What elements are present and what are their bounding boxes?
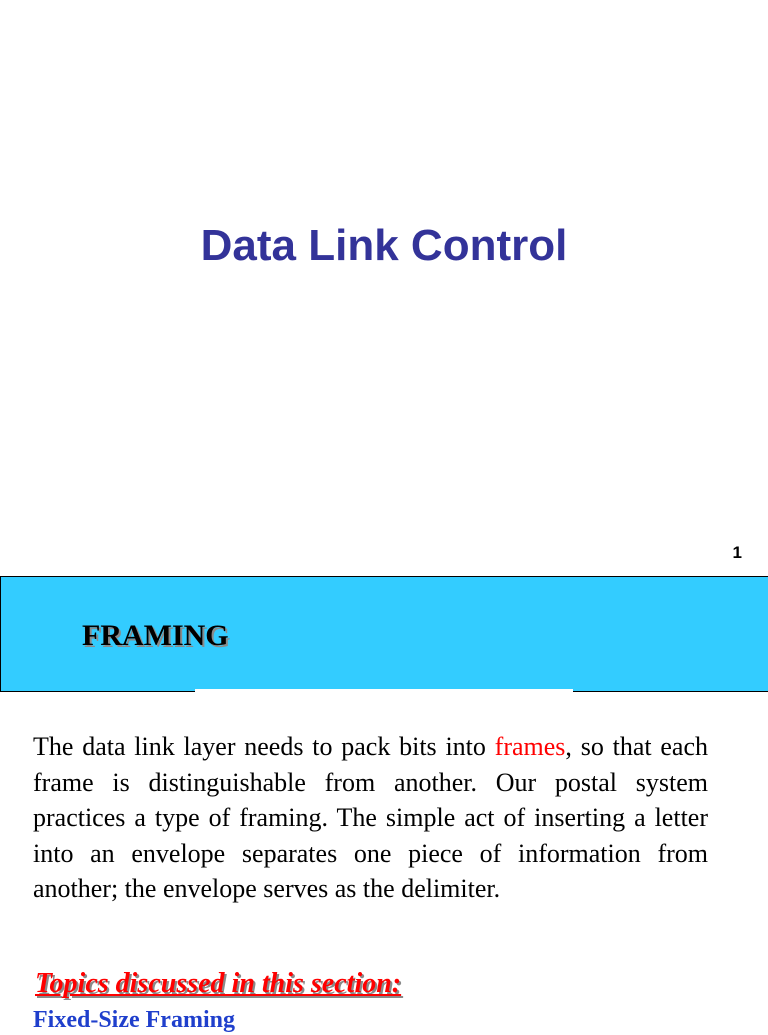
page-number: 1 bbox=[732, 543, 742, 562]
slide-title: Data Link Control bbox=[200, 221, 568, 270]
paragraph-text-end: , so that each frame is distinguishable from another. Our postal system practices a type of framing. The simple act of inserting a letter into an envelope separates one piece of information from another; the envelope serves as the delimiter. bbox=[33, 732, 708, 904]
topic-link-fixed-size-framing[interactable]: Fixed-Size Framing bbox=[33, 1007, 235, 1033]
frames-highlight: frames bbox=[494, 732, 566, 761]
banner-divider-gap bbox=[195, 689, 573, 692]
section-heading: FRAMING bbox=[82, 619, 229, 652]
topics-heading: Topics discussed in this section: bbox=[35, 968, 402, 999]
body-paragraph bbox=[33, 729, 708, 907]
paragraph-text-start: The data link layer needs to pack bits into bbox=[33, 732, 495, 761]
